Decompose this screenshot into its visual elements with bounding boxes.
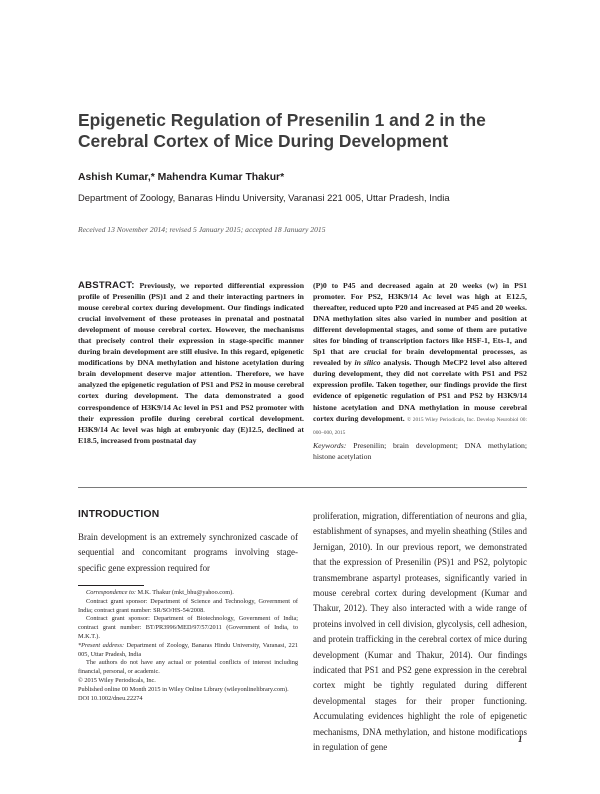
keywords-text: Presenilin; brain development; DNA methylation; histone acetylation [313, 440, 527, 461]
footnote-grant-1: Contract grant sponsor: Department of Science and Technology, Government of India; contract grant number: SR/SO/HS-54/2008. [78, 597, 298, 614]
present-address-label: *Present address: [78, 641, 125, 649]
section-divider [78, 487, 527, 488]
footnote-grant-2: Contract grant sponsor: Department of Biotechnology, Government of India; contract grant number: BT/PR3996/MED/97/57/2011 (Government of India, to M.K.T.). [78, 615, 298, 640]
abstract-italic-term: in silico [354, 358, 381, 368]
affiliation: Department of Zoology, Banaras Hindu University, Varanasi 221 005, Uttar Pradesh, India [78, 192, 450, 203]
abstract-copyright: © 2015 Wiley Periodicals, Inc. Develop Neurobiol 00: 000–000, 2015 [313, 416, 527, 436]
received-dates: Received 13 November 2014; revised 5 January 2015; accepted 18 January 2015 [78, 225, 326, 234]
footnote-correspondence [78, 589, 298, 598]
abstract-right-column [313, 280, 527, 462]
author-list: Ashish Kumar,* Mahendra Kumar Thakur* [78, 172, 285, 183]
present-address-text: Department of Zoology, Banaras Hindu University, Varanasi, 221 005, Uttar Pradesh, India [78, 641, 299, 658]
introduction-left-paragraph: Brain development is an extremely synchronized cascade of sequential and concomitant programs involving stage-specific gene expression required for [78, 532, 298, 573]
introduction-right-paragraph: proliferation, migration, differentiation of neurons and glia, establishment of synapses, and myelin sheathing (Stiles and Jernigan, 2010). In our previous report, we demonstrated that the expression of Presenilin (PS)1 and PS2, polytopic transmembrane aspartyl proteases, significantly varied in mouse cerebral cortex during development (Kumar and Thakur, 2012). They also interacted with a wide range of proteins involved in cell division, glycolysis, cell adhesion, and protein trafficking in the cerebral cortex of mice during development (Kumar and Thakur, 2014). Our findings indicated that PS1 and PS2 gene expression in the cerebral cortex might be tightly regulated during different developmental stages for their proper functioning. Accumulating evidences highlight the role of epigenetic mechanisms, DNA methylation, and histone modifications in regulation of gene [313, 511, 527, 753]
keywords [313, 440, 527, 462]
page-number: 1 [518, 734, 523, 744]
correspondence-text: M.K. Thakur (mkt_bhu@yahoo.com). [135, 589, 234, 596]
correspondence-label: Correspondence to: [86, 589, 136, 596]
footnote-present-address [78, 642, 298, 660]
footnote-copyright: © 2015 Wiley Periodicals, Inc. [78, 676, 156, 684]
footnote-published: Published online 00 Month 2015 in Wiley Online Library (wileyonlinelibrary.com). [78, 685, 289, 693]
introduction-heading: INTRODUCTION [78, 509, 160, 520]
abstract-text-right-end: analysis. Though MeCP2 level also altered during development, they did not correlate with PS1 and PS2 expression profile. Taken together, our findings provide the first evidence of epigenetic regulation of PS1 and PS2 by H3K9/14 histone acetylation and DNA methylation in mouse cerebral cortex during development. [313, 358, 527, 423]
abstract-label: ABSTRACT: [78, 280, 135, 291]
abstract-text-right: (P)0 to P45 and decreased again at 20 weeks (w) in PS1 promoter. For PS2, H3K9/14 Ac level was high at E12.5, thereafter, reduced upto P20 and increased at P45 and 20 weeks. DNA methylation sites also varied in number and position at different developmental stages, and some of them are putative sites for binding of transcription factors like HSF-1, Ets-1, and Sp1 that are crucial for brain developmental processes, as revealed by [313, 281, 527, 368]
article-title: Epigenetic Regulation of Presenilin 1 and 2 in the Cerebral Cortex of Mice During Development [78, 110, 486, 151]
footnote-rule [78, 585, 144, 586]
footnote-doi: DOI 10.1002/dneu.22274 [78, 694, 143, 702]
abstract-left-column [78, 280, 304, 446]
abstract-text-left: Previously, we reported differential expression profile of Presenilin (PS)1 and 2 and their interacting partners in mouse cerebral cortex during development. Our findings indicated crucial involvement of these proteases in prenatal and postnatal development of mouse cerebral cortex. However, the mechanisms that precisely control their expression in stage-specific manner during brain development are still elusive. In this regard, epigenetic modifications by DNA methylation and histone acetylation during brain development deserve major attention. Therefore, we have analyzed the epigenetic regulation of PS1 and PS2 in mouse cerebral cortex during development. The data demonstrated a good correspondence of H3K9/14 Ac level in PS1 and PS2 promoter with their expression profile during cerebral cortical development. H3K9/14 Ac level was high at embryonic day (E)12.5, declined at E18.5, increased from postnatal day [78, 281, 305, 445]
keywords-label: Keywords: [313, 440, 347, 450]
footnote-conflict: The authors do not have any actual or potential conflicts of interest including financial, personal, or academic. [78, 659, 298, 676]
footnotes [78, 585, 298, 703]
